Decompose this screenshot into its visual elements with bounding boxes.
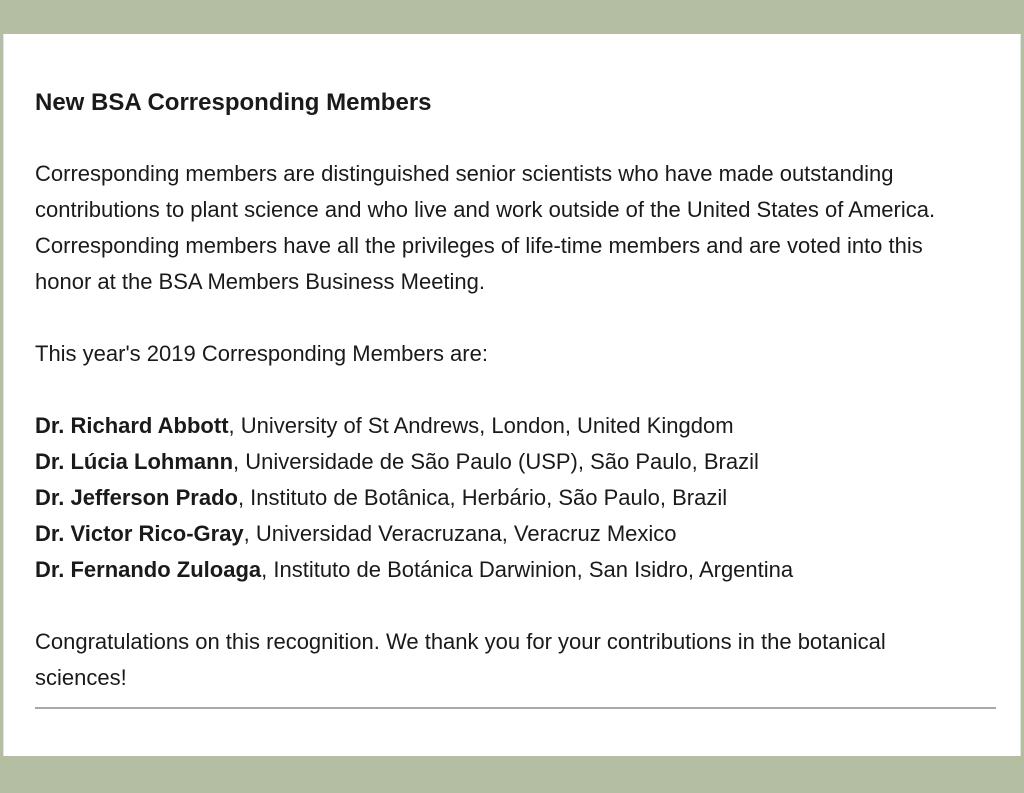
member-item bbox=[35, 408, 793, 444]
member-item bbox=[35, 444, 793, 480]
divider bbox=[35, 707, 996, 709]
member-affiliation: , Instituto de Botánica Darwinion, San Isidro, Argentina bbox=[261, 557, 794, 582]
member-name: Dr. Jefferson Prado bbox=[35, 485, 238, 510]
member-affiliation: , University of St Andrews, London, United Kingdom bbox=[228, 413, 734, 438]
member-name: Dr. Richard Abbott bbox=[35, 413, 229, 438]
members-list bbox=[35, 408, 793, 588]
member-affiliation: , Universidade de São Paulo (USP), São Paulo, Brazil bbox=[233, 449, 759, 474]
member-item bbox=[35, 552, 793, 588]
member-affiliation: , Instituto de Botânica, Herbário, São Paulo, Brazil bbox=[237, 485, 728, 510]
member-name: Dr. Victor Rico-Gray bbox=[35, 521, 244, 546]
members-lead-text: This year's 2019 Corresponding Members are: bbox=[35, 341, 488, 366]
member-item bbox=[35, 480, 793, 516]
member-name: Dr. Fernando Zuloaga bbox=[35, 557, 262, 582]
closing-paragraph: Congratulations on this recognition. We thank you for your contributions in the botanical sciences! bbox=[35, 629, 886, 690]
content-panel bbox=[3, 34, 1021, 756]
intro-paragraph: Corresponding members are distinguished senior scientists who have made outstanding contributions to plant science and who live and work outside of the United States of America. Corresponding members have all the privileges of life-time members and are voted into this honor at the BSA Members Business Meeting. bbox=[35, 161, 936, 294]
article-title: New BSA Corresponding Members bbox=[35, 89, 432, 116]
member-affiliation: , Universidad Veracruzana, Veracruz Mexico bbox=[243, 521, 677, 546]
member-name: Dr. Lúcia Lohmann bbox=[35, 449, 234, 474]
member-item bbox=[35, 516, 793, 552]
